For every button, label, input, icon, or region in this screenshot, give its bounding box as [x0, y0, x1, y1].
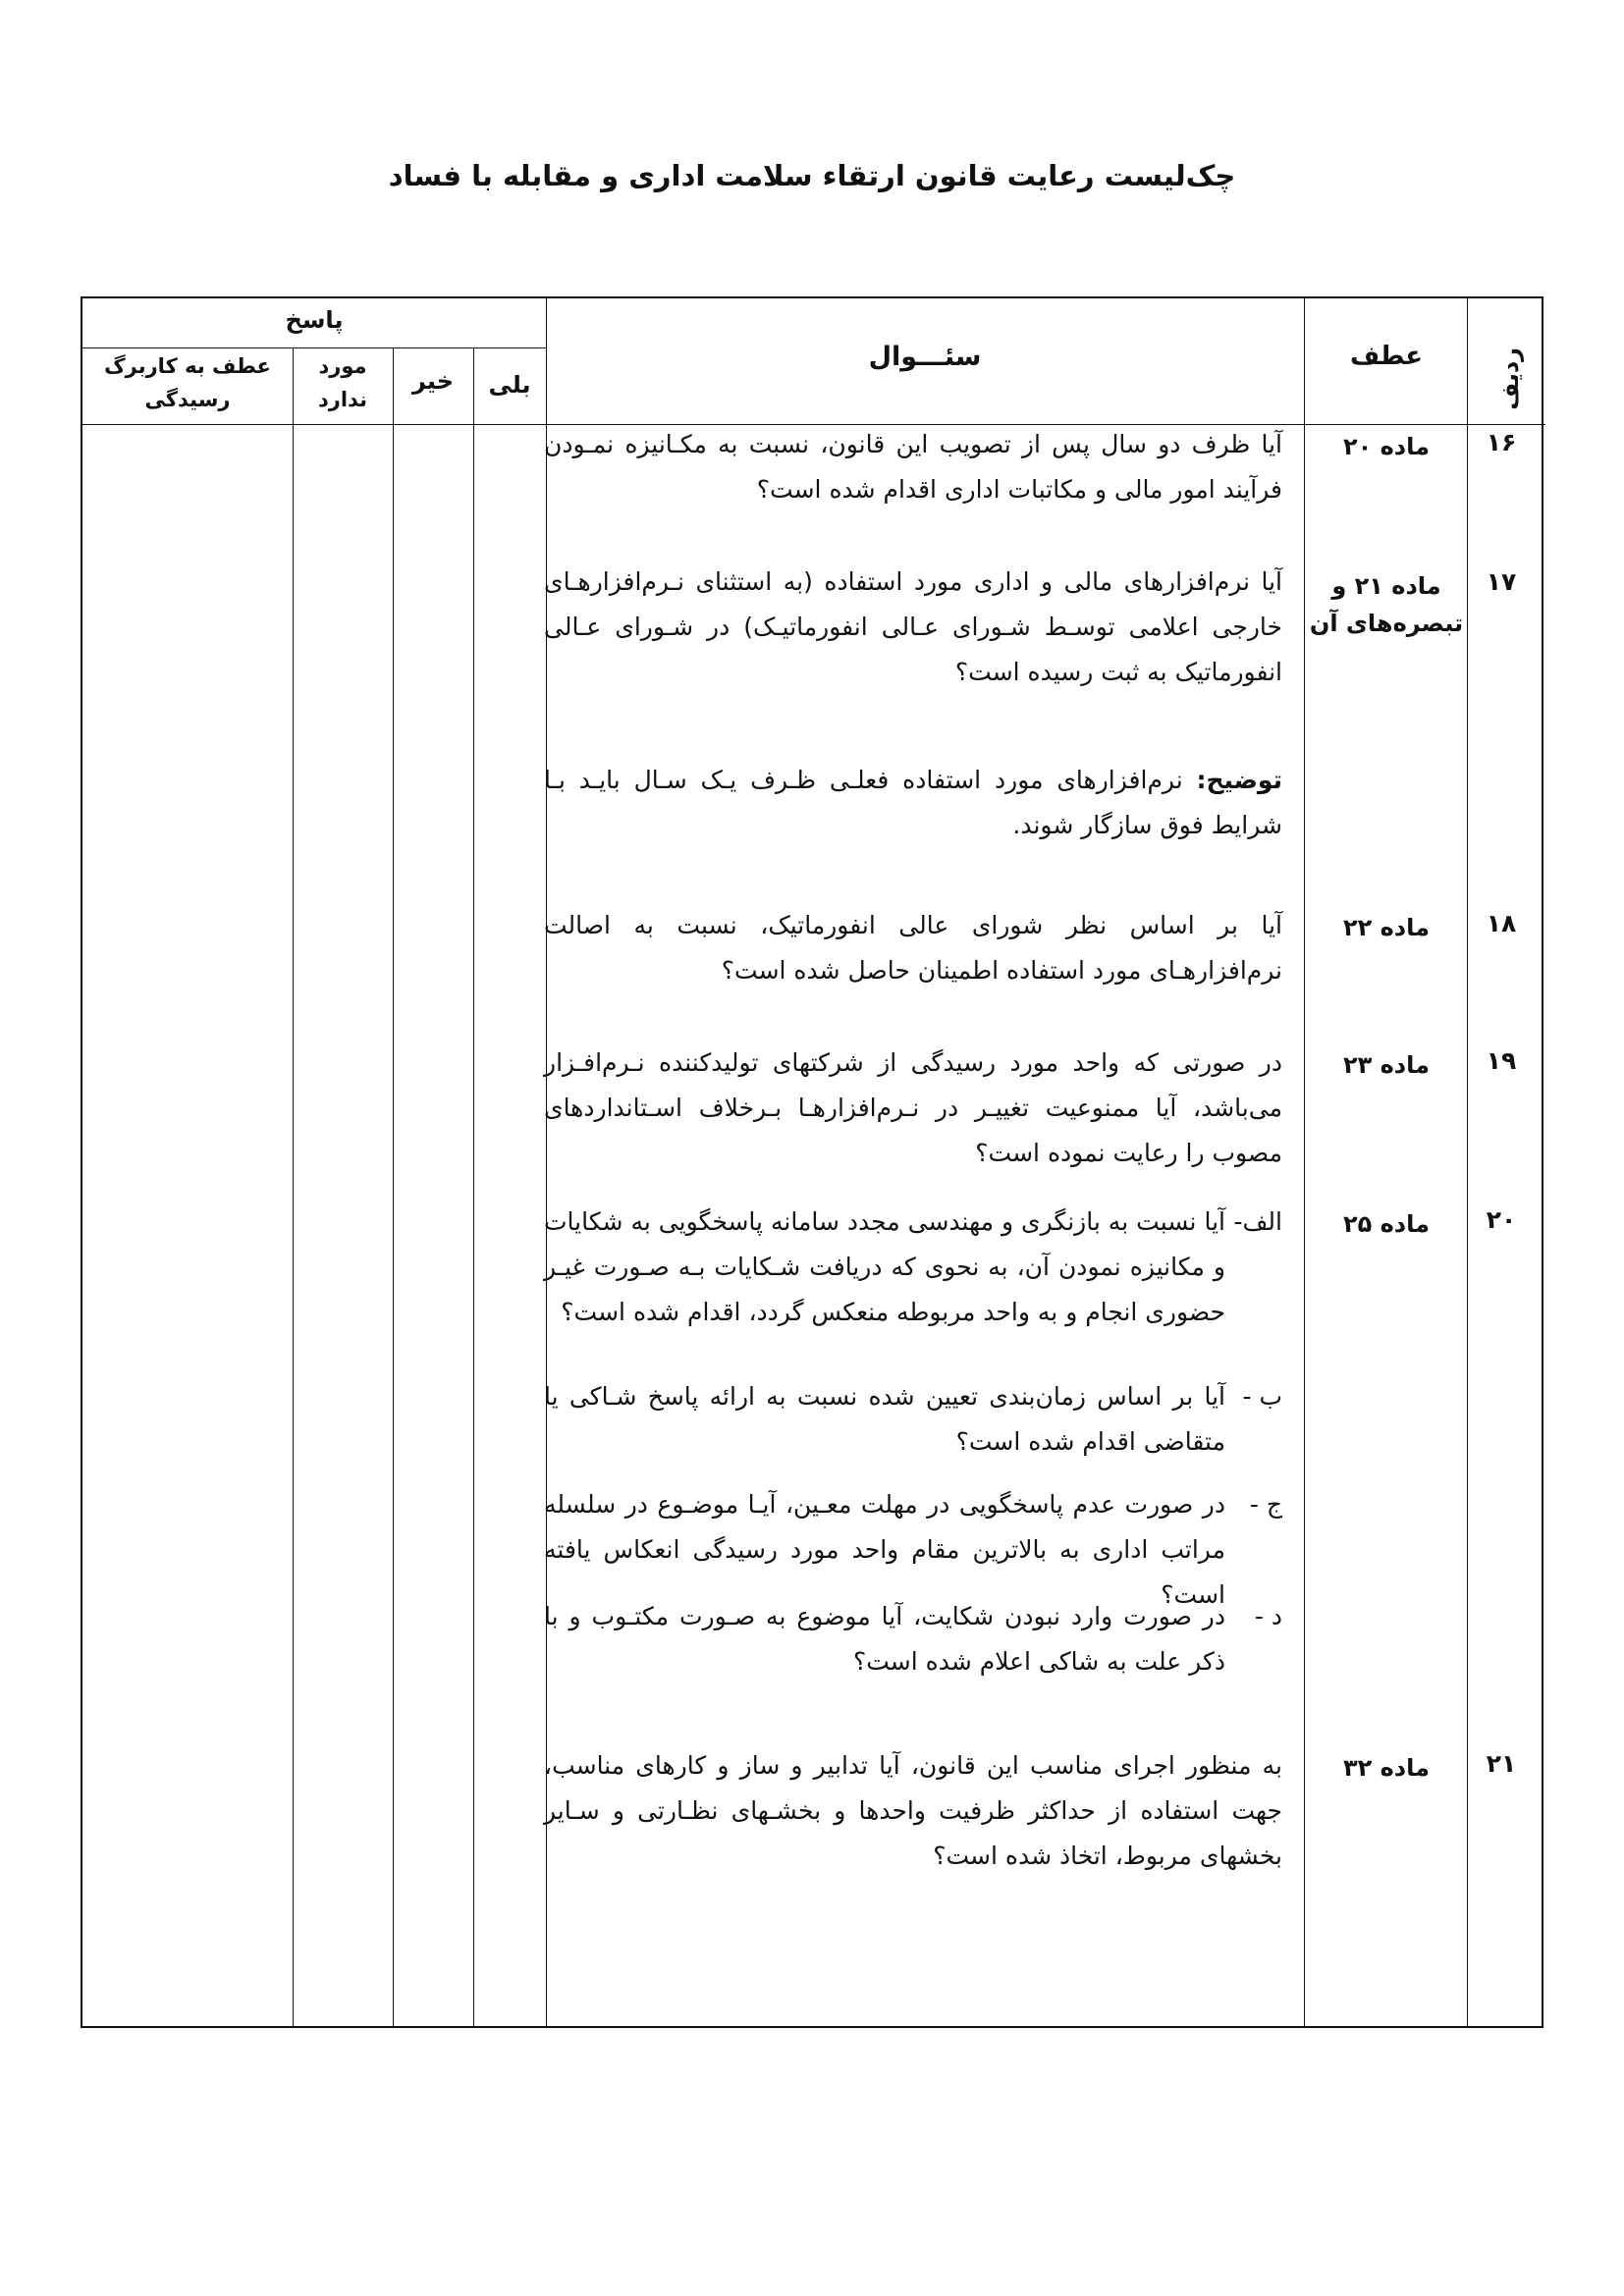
note-text: نرم‌افزارهای مورد استفاده فعلـی ظـرف یـک سـال بایـد بـا شرایط فوق سازگار شوند.: [544, 766, 1282, 839]
header-no: خیر: [411, 367, 455, 395]
row-number: ۱۹: [1486, 1046, 1517, 1075]
col-divider: [1467, 298, 1468, 2026]
col-divider: [1304, 298, 1305, 2026]
sub-question: [544, 1374, 1282, 1465]
row-question: در صورتی که واحد مورد رسیدگی از شرکتهای تولیدکننده نـرم‌افـزار می‌باشد، آیا ممنوعیت تغییـر در نـرم‌افزارهـا بـرخلاف اسـتانداردهای مصوب را رعایت نموده است؟: [544, 1048, 1282, 1167]
header-not-applicable: مورد ندارد: [317, 354, 368, 411]
header-article: عطف: [1349, 342, 1424, 371]
row-article: ماده ۲۱ و تبصره‌های آن: [1309, 572, 1464, 637]
row-question: آیا بر اساس نظر شورای عالی انفورماتیک، نسبت به اصالت نرم‌افزارهـای مورد استفاده اطمینان حاصل شده است؟: [544, 911, 1282, 985]
row-number: ۲۰: [1486, 1205, 1517, 1234]
row-article: ماده ۲۲: [1342, 914, 1430, 941]
sub-question-marker: د -: [1254, 1602, 1282, 1630]
header-question: سئـــوال: [868, 342, 982, 372]
sub-question-marker: الف-: [1233, 1207, 1282, 1236]
row-article: ماده ۳۲: [1342, 1754, 1430, 1782]
row-article: ماده ۲۰: [1342, 433, 1430, 460]
row-number: ۲۱: [1486, 1749, 1517, 1778]
sub-question: [544, 1594, 1282, 1684]
col-divider: [393, 347, 394, 2026]
sub-question-text: آیا بر اساس زمان‌بندی تعیین شده نسبت به ارائه پاسخ شـاکی یا متقاضی اقدام شده است؟: [544, 1382, 1225, 1456]
header-answer: پاسخ: [285, 306, 344, 334]
row-note: [544, 758, 1282, 848]
row-number: ۱۷: [1486, 567, 1517, 596]
row-article: ماده ۲۵: [1342, 1210, 1430, 1238]
header-yes: بلی: [488, 371, 531, 399]
header-row-number: ردیف: [1496, 347, 1524, 410]
sub-question: [544, 1200, 1282, 1335]
header-subdivider: [82, 347, 546, 348]
row-question: آیا ظرف دو سال پس از تصویب این قانون، نسبت به مکـانیزه نمـودن فرآیند امور مالی و مکاتبات اداری اقدام شده است؟: [544, 430, 1282, 504]
row-question: به منظور اجرای مناسب این قانون، آیا تدابیر و ساز و کارهای مناسب، جهت استفاده از حداکثر ظرفیت واحدها و بخشـهای نظـارتی و سـایر بخشهای مربوط، اتخاذ شده است؟: [544, 1751, 1282, 1870]
row-number: ۱۶: [1486, 428, 1517, 456]
row-number: ۱۸: [1486, 909, 1517, 937]
sub-question-text: در صورت وارد نبودن شکایت، آیا موضوع به صـورت مکتـوب و با ذکر علت به شاکی اعلام شده است؟: [544, 1602, 1225, 1676]
col-divider: [293, 347, 294, 2026]
sub-question-text: در صورت عدم پاسخگویی در مهلت معـین، آیـا موضـوع در سلسله مراتب اداری به بالاترین مقام واحد مورد رسیدگی انعکاس یافته است؟: [544, 1490, 1225, 1609]
row-question: آیا نرم‌افزارهای مالی و اداری مورد استفاده (به استثنای نـرم‌افزارهـای خارجی اعلامی توسـط شـورای عـالی انفورماتیـک) در شـورای عـالی انفورماتیک به ثبت رسیده است؟: [544, 567, 1282, 686]
sub-question-text: آیا نسبت به بازنگری و مهندسی مجدد سامانه پاسخگویی به شکایات و مکانیزه نمودن آن، به نحوی که دریافت شـکایات بـه صـورت غیـر حضوری انجام و به واحد مربوطه منعکس گردد، اقدام شده است؟: [544, 1207, 1225, 1326]
row-article: ماده ۲۳: [1342, 1051, 1430, 1079]
page-title: چک‌لیست رعایت قانون ارتقاء سلامت اداری و مقابله با فساد: [388, 159, 1236, 192]
col-divider: [473, 347, 474, 2026]
header-review-sheet-ref: عطف به کاربرگ رسیدگی: [104, 354, 271, 411]
note-label: توضیح:: [1196, 766, 1282, 794]
checklist-table: [81, 296, 1543, 2028]
sub-question-marker: ج -: [1249, 1490, 1282, 1519]
sub-question-marker: ب -: [1242, 1382, 1282, 1411]
